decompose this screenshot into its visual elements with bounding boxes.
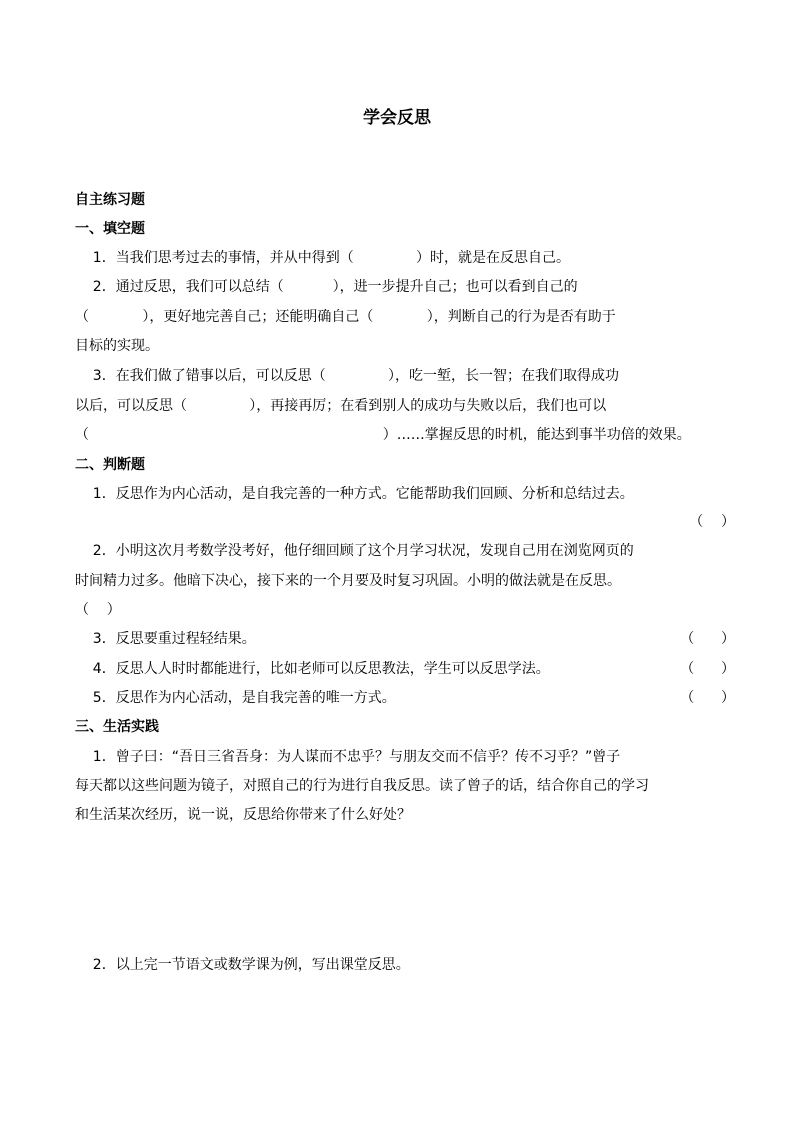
fill-q2-line1: 2．通过反思，我们可以总结（ ），进一步提升自己；也可以看到自己的 (75, 279, 578, 295)
practice-q1-line2: 每天都以这些问题为镜子，对照自己的行为进行自我反思。读了曾子的话，结合你自己的学习 (75, 778, 649, 794)
section3-heading: 三、生活实践 (75, 719, 159, 735)
fill-q2-line3: 目标的实现。 (75, 338, 159, 354)
judge-q2-answer-paren: （ ） (75, 602, 121, 618)
judge-q4-answer-paren: （ ） (680, 661, 735, 677)
fill-q3-line1: 3．在我们做了错事以后，可以反思（ ），吃一堑，长一智；在我们取得成功 (75, 368, 620, 384)
judge-q3: 3．反思要重过程轻结果。 (75, 631, 256, 647)
judge-q1-answer-paren: （ ） (689, 514, 735, 530)
practice-heading: 自主练习题 (75, 192, 145, 208)
judge-q3-answer-paren: （ ） (680, 631, 735, 647)
fill-q1: 1．当我们思考过去的事情，并从中得到（ ）时，就是在反思自己。 (75, 250, 571, 266)
judge-q1: 1．反思作为内心活动，是自我完善的一种方式。它能帮助我们回顾、分析和总结过去。 (75, 486, 634, 502)
judge-q4: 4．反思人人时时都能进行，比如老师可以反思教法，学生可以反思学法。 (75, 661, 550, 677)
judge-q2-line1: 2．小明这次月考数学没考好，他仔细回顾了这个月学习状况，发现自己用在浏览网页的 (75, 543, 634, 559)
practice-q2: 2．以上完一节语文或数学课为例，写出课堂反思。 (75, 957, 410, 973)
fill-q3-line2: 以后，可以反思（ ），再接再厉；在看到别人的成功与失败以后，我们也可以 (75, 398, 607, 414)
practice-q1-line3: 和生活某次经历，说一说，反思给你带来了什么好处？ (75, 807, 411, 823)
section1-heading: 一、填空题 (75, 221, 145, 237)
judge-q5: 5．反思作为内心活动，是自我完善的唯一方式。 (75, 690, 396, 706)
section2-heading: 二、判断题 (75, 457, 145, 473)
page-title: 学会反思 (363, 108, 431, 128)
fill-q3-line3: （ ）……掌握反思的时机，能达到事半功倍的效果。 (75, 427, 691, 443)
judge-q5-answer-paren: （ ） (680, 690, 735, 706)
fill-q2-line2: （ ），更好地完善自己；还能明确自己（ ），判断自己的行为是否有助于 (75, 309, 616, 325)
practice-q1-line1: 1．曾子曰：“吾日三省吾身：为人谋而不忠乎？与朋友交而不信乎？传不习乎？”曾子 (75, 749, 621, 765)
judge-q2-line2: 时间精力过多。他暗下决心，接下来的一个月要及时复习巩固。小明的做法就是在反思。 (75, 573, 621, 589)
